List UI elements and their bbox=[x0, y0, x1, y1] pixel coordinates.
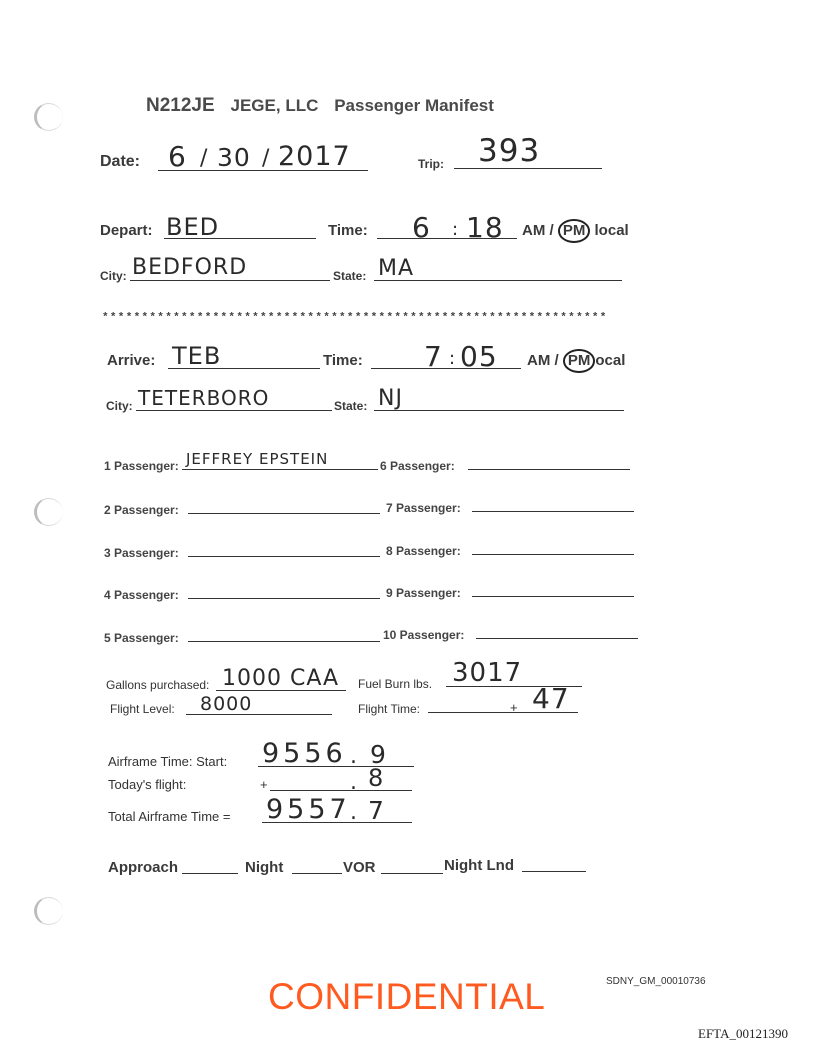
flight-time-value: 47 bbox=[532, 682, 570, 715]
arrive-value: TEB bbox=[172, 342, 222, 370]
passenger-4-underline bbox=[188, 598, 380, 599]
arrive-time-underline bbox=[371, 368, 521, 369]
approach-label: Approach bbox=[108, 859, 179, 876]
night-label: Night bbox=[245, 859, 284, 876]
date-sep-2: / bbox=[262, 146, 271, 171]
passenger-5-underline bbox=[188, 641, 380, 642]
passenger-9-label: 9 Passenger: bbox=[386, 586, 461, 600]
todays-flight-underline bbox=[270, 790, 412, 791]
night-underline bbox=[292, 873, 342, 874]
depart-am: AM / bbox=[522, 222, 554, 239]
night-lnd-label: Night Lnd bbox=[444, 857, 514, 874]
passenger-3-label: 3 Passenger: bbox=[104, 546, 179, 560]
form-title: Passenger Manifest bbox=[334, 96, 494, 115]
date-sep-1: / bbox=[200, 146, 209, 171]
depart-state: MA bbox=[378, 256, 415, 281]
trip-value: 393 bbox=[478, 133, 541, 169]
flight-level-value: 8000 bbox=[200, 693, 253, 715]
date-label: Date: bbox=[100, 153, 141, 170]
passenger-1-value: JEFFREY EPSTEIN bbox=[186, 450, 329, 468]
depart-ampm bbox=[522, 219, 629, 243]
arrive-pm-circled: PM bbox=[563, 349, 596, 373]
depart-value: BED bbox=[166, 213, 220, 241]
depart-minute: 18 bbox=[466, 211, 504, 244]
passenger-7-underline bbox=[472, 511, 634, 512]
depart-pm-circled: PM bbox=[558, 219, 591, 243]
arrive-am: AM / bbox=[527, 352, 559, 369]
arrive-ampm bbox=[527, 349, 625, 373]
todays-flight-label: Today's flight: bbox=[108, 777, 187, 792]
arrive-state: NJ bbox=[378, 386, 403, 411]
flight-level-label: Flight Level: bbox=[110, 702, 175, 716]
date-month: 6 bbox=[168, 140, 187, 173]
efta-number: EFTA_00121390 bbox=[698, 1026, 788, 1041]
arrive-minute: 05 bbox=[460, 340, 498, 373]
arrive-state-label: State: bbox=[334, 399, 368, 413]
total-airframe-dec: 7 bbox=[368, 796, 385, 825]
airframe-start-label: Airframe Time: Start: bbox=[108, 754, 228, 769]
arrive-time-label: Time: bbox=[323, 352, 363, 369]
date-day: 30 bbox=[217, 143, 251, 172]
passenger-2-underline bbox=[188, 513, 380, 514]
arrive-city-underline bbox=[136, 410, 332, 411]
bates-number: SDNY_GM_00010736 bbox=[606, 976, 706, 987]
passenger-8-underline bbox=[472, 554, 634, 555]
arrive-city: TETERBORO bbox=[138, 386, 270, 410]
depart-hour: 6 bbox=[412, 211, 431, 244]
passenger-6-underline bbox=[468, 469, 630, 470]
approach-underline bbox=[182, 873, 238, 874]
passenger-1-underline bbox=[182, 469, 378, 470]
trip-label: Trip: bbox=[418, 157, 444, 171]
flight-time-plus: + bbox=[510, 700, 518, 715]
total-airframe-dot: . bbox=[350, 800, 358, 825]
depart-city: BEDFORD bbox=[132, 255, 248, 280]
todays-flight-plus: + bbox=[260, 777, 268, 792]
arrive-city-label: City: bbox=[106, 399, 133, 413]
vor-underline bbox=[381, 873, 443, 874]
passenger-8-label: 8 Passenger: bbox=[386, 544, 461, 558]
passenger-2-label: 2 Passenger: bbox=[104, 503, 179, 517]
binder-hole-top bbox=[34, 103, 63, 131]
passenger-5-label: 5 Passenger: bbox=[104, 631, 179, 645]
passenger-3-underline bbox=[188, 556, 380, 557]
form-header bbox=[146, 95, 494, 117]
arrive-label: Arrive: bbox=[107, 352, 156, 369]
passenger-7-label: 7 Passenger: bbox=[386, 501, 461, 515]
arrive-state-underline bbox=[374, 410, 624, 411]
depart-city-underline bbox=[130, 280, 330, 281]
confidential-stamp: CONFIDENTIAL bbox=[268, 976, 546, 1017]
section-separator: **************************************************************** bbox=[102, 312, 608, 324]
passenger-10-label: 10 Passenger: bbox=[383, 628, 465, 642]
passenger-6-label: 6 Passenger: bbox=[380, 459, 455, 473]
flight-time-label: Flight Time: bbox=[358, 702, 421, 716]
airframe-start-dot: . bbox=[350, 744, 358, 769]
binder-hole-middle bbox=[34, 498, 63, 526]
passenger-9-underline bbox=[472, 596, 634, 597]
binder-hole-bottom bbox=[34, 897, 63, 925]
depart-colon: : bbox=[452, 219, 460, 240]
depart-state-label: State: bbox=[333, 269, 367, 283]
date-year: 2017 bbox=[278, 141, 351, 172]
todays-flight-dot: . bbox=[350, 770, 358, 795]
night-lnd-underline bbox=[522, 871, 586, 872]
total-airframe-whole: 9557 bbox=[266, 794, 351, 825]
airframe-start-dec: 9 bbox=[370, 740, 387, 769]
arrive-local: ocal bbox=[595, 352, 626, 369]
company-name: JEGE, LLC bbox=[230, 96, 319, 115]
fuel-burn-label: Fuel Burn lbs. bbox=[358, 677, 433, 691]
vor-label: VOR bbox=[343, 859, 376, 876]
total-airframe-label: Total Airframe Time = bbox=[108, 809, 231, 824]
passenger-4-label: 4 Passenger: bbox=[104, 588, 179, 602]
depart-local: local bbox=[594, 222, 629, 239]
passenger-1-label: 1 Passenger: bbox=[104, 459, 179, 473]
arrive-colon: : bbox=[449, 348, 457, 369]
arrive-hour: 7 bbox=[424, 340, 443, 373]
passenger-10-underline bbox=[476, 638, 638, 639]
gallons-value: 1000 CAA bbox=[222, 666, 340, 691]
airframe-start-whole: 9556 bbox=[262, 738, 347, 769]
fuel-burn-value: 3017 bbox=[452, 658, 523, 688]
tail-number: N212JE bbox=[146, 95, 215, 116]
gallons-label: Gallons purchased: bbox=[106, 678, 210, 692]
depart-label: Depart: bbox=[100, 222, 153, 239]
todays-flight-dec: 8 bbox=[368, 764, 385, 792]
depart-time-label: Time: bbox=[328, 222, 368, 239]
depart-city-label: City: bbox=[100, 269, 127, 283]
